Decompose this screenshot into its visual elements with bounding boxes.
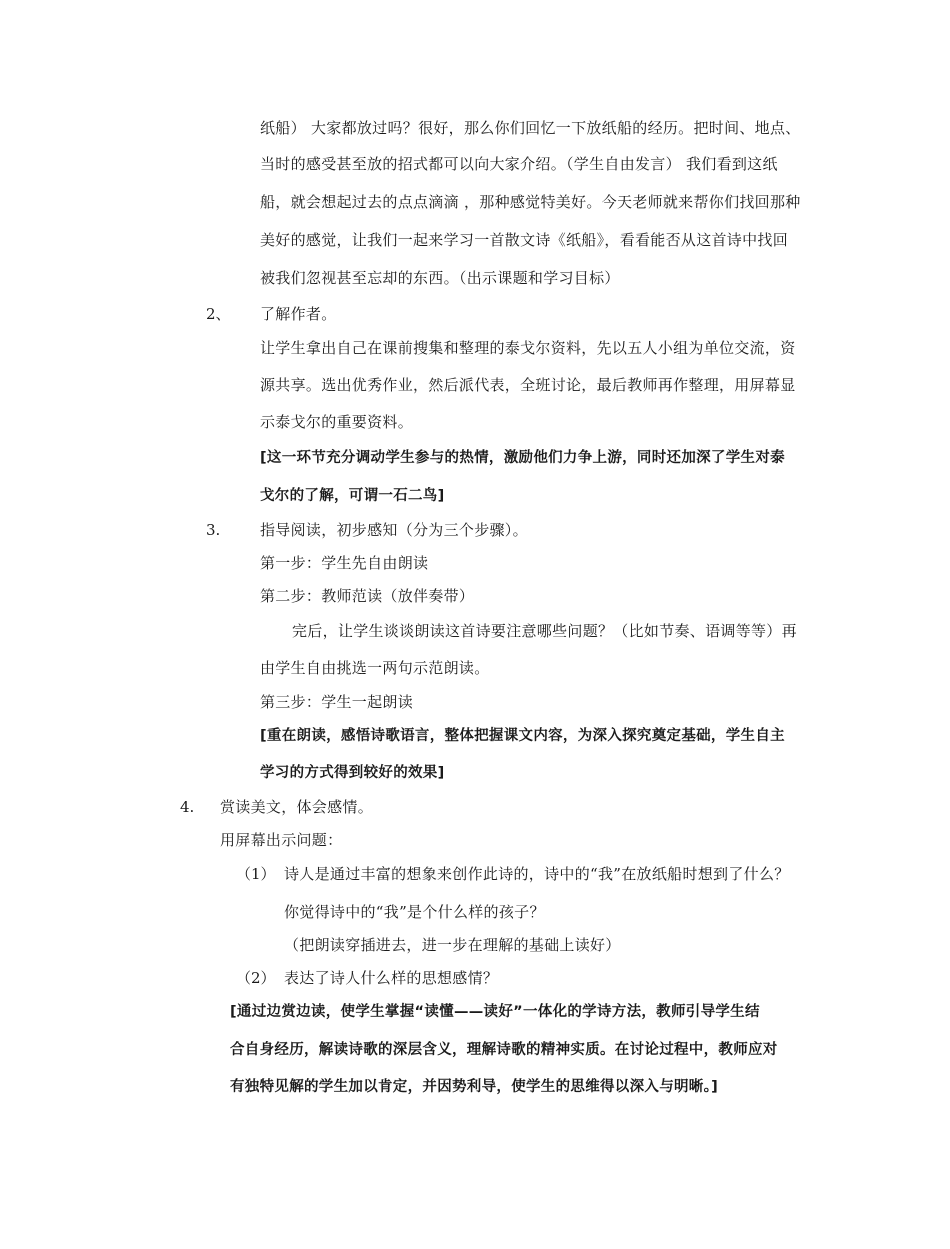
- teaching-note: 有独特见解的学生加以肯定，并因势利导，使学生的思维得以深入与明晰。]: [230, 1079, 719, 1095]
- section-number: 3.: [206, 521, 221, 539]
- section-heading: 了解作者。: [260, 305, 337, 323]
- teaching-note: 合自身经历，解读诗歌的深层含义，理解诗歌的精神实质。在讨论过程中，教师应对: [230, 1042, 778, 1058]
- paragraph-line: 源共享。选出优秀作业，然后派代表，全班讨论，最后教师再作整理，用屏幕显: [260, 376, 796, 394]
- teaching-note: 学习的方式得到较好的效果]: [260, 765, 445, 781]
- question-number: （2）: [236, 969, 276, 987]
- question-number: （1）: [236, 865, 276, 883]
- paragraph-line: 由学生自由挑选一两句示范朗读。: [260, 659, 490, 677]
- section-heading: 指导阅读，初步感知（分为三个步骤）。: [260, 521, 528, 539]
- question-text: 表达了诗人什么样的思想感情？: [284, 969, 499, 987]
- paragraph-line: 示泰戈尔的重要资料。: [260, 413, 414, 431]
- question-text: 诗人是通过丰富的想象来创作此诗的，诗中的“我”在放纸船时想到了什么？: [284, 865, 790, 883]
- paragraph-line: 让学生拿出自己在课前搜集和整理的泰戈尔资料，先以五人小组为单位交流，资: [260, 339, 796, 357]
- step-line: 第一步：学生先自由朗读: [260, 554, 429, 572]
- teaching-note: [这一环节充分调动学生参与的热情，激励他们力争上游，同时还加深了学生对泰: [260, 450, 785, 466]
- step-line: 第三步：学生一起朗读: [260, 693, 414, 711]
- teaching-note: 戈尔的了解，可谓一石二鸟]: [260, 488, 445, 504]
- question-subtext: 你觉得诗中的“我”是个什么样的孩子？: [284, 903, 545, 921]
- paragraph-line: 船，就会想起过去的点点滴滴 ，那种感觉特美好。今天老师就来帮你们找回那种: [260, 193, 801, 211]
- section-number: 2、: [206, 305, 231, 323]
- paragraph-line: 美好的感觉，让我们一起来学习一首散文诗《纸船》，看看能否从这首诗中找回: [260, 231, 789, 249]
- teaching-note: [通过边赏边读，使学生掌握“读懂——读好”一体化的学诗方法，教师引导学生结: [230, 1004, 760, 1020]
- question-subtext: （把朗读穿插进去，进一步在理解的基础上读好）: [284, 936, 621, 954]
- paragraph-line: 纸船） 大家都放过吗？很好，那么你们回忆一下放纸船的经历。把时间、地点、: [260, 119, 801, 137]
- section-number: 4.: [180, 798, 195, 816]
- paragraph-line: 用屏幕出示问题：: [220, 831, 343, 849]
- teaching-note: [重在朗读，感悟诗歌语言，整体把握课文内容，为深入探究奠定基础，学生自主: [260, 728, 785, 744]
- paragraph-line: 当时的感受甚至放的招式都可以向大家介绍。（学生自由发言） 我们看到这纸: [260, 155, 778, 173]
- step-line: 第二步：教师范读（放伴奏带）: [260, 587, 475, 605]
- section-heading: 赏读美文，体会感情。: [220, 798, 374, 816]
- paragraph-line: 完后，让学生谈谈朗读这首诗要注意哪些问题？（比如节奏、语调等等）再: [292, 622, 797, 640]
- paragraph-line: 被我们忽视甚至忘却的东西。（出示课题和学习目标）: [260, 269, 620, 287]
